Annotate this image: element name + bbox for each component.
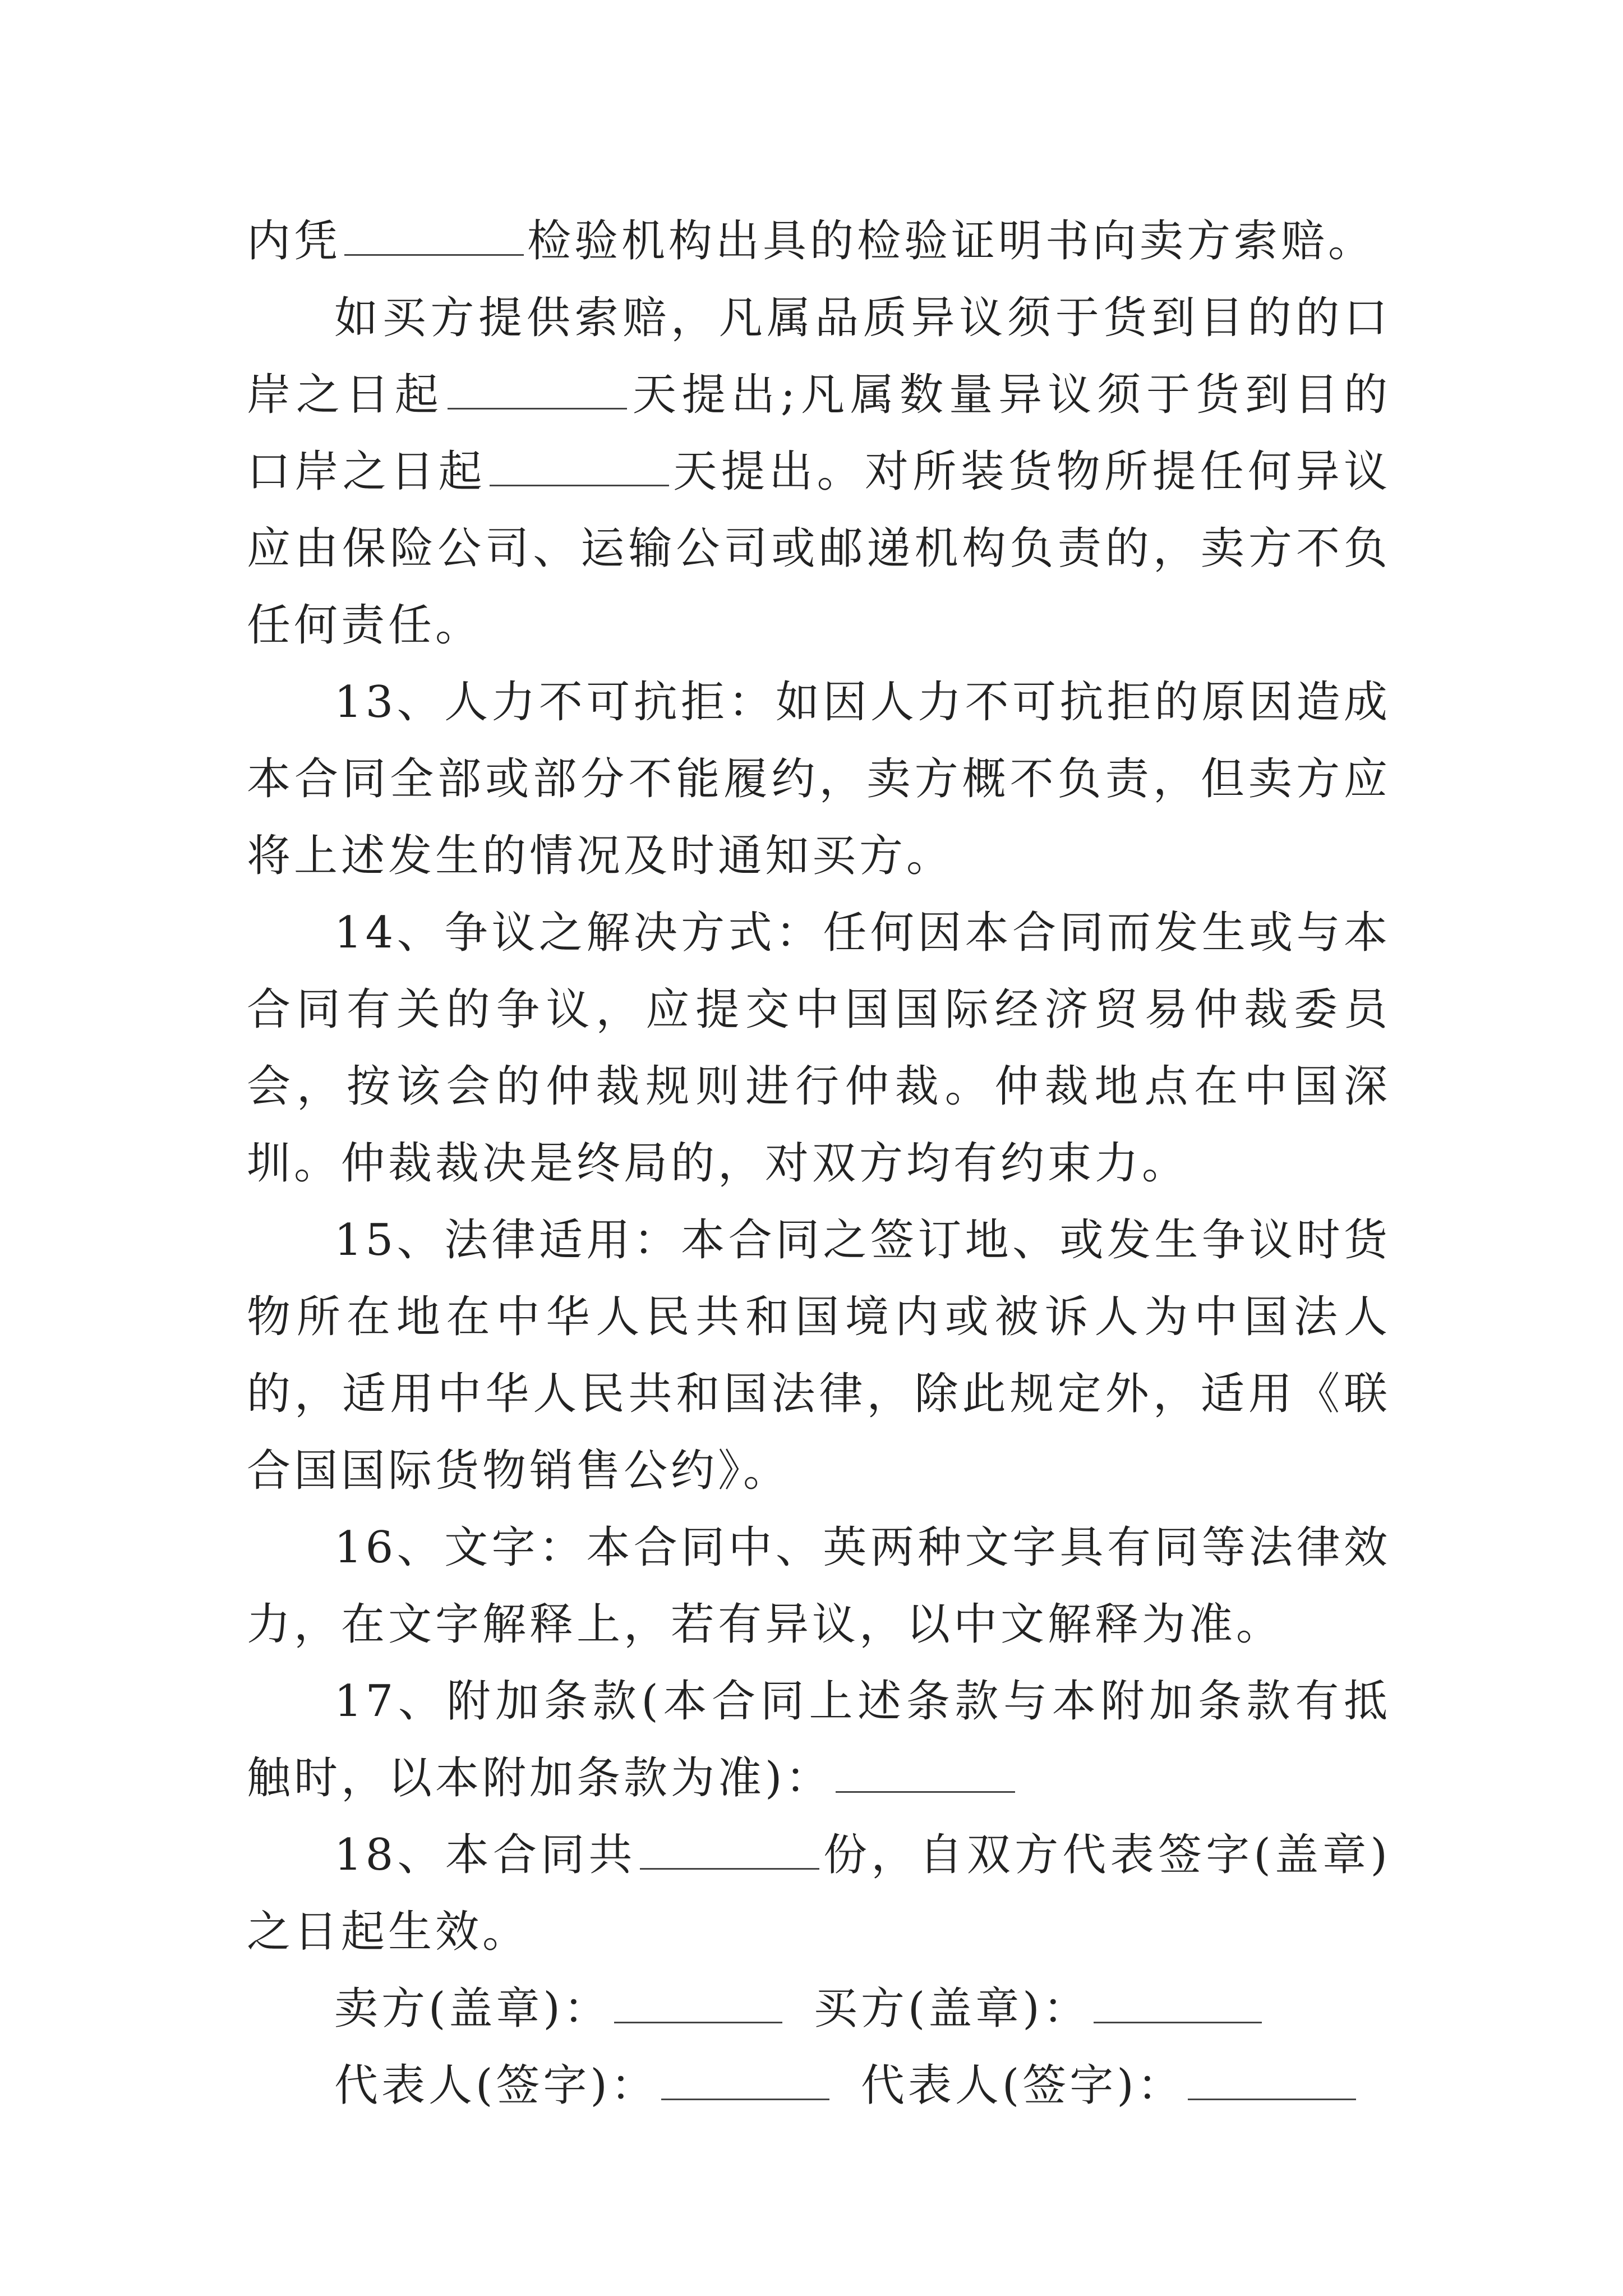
text-segment: 内凭 bbox=[247, 216, 342, 266]
buyer-seal-line bbox=[1094, 2021, 1262, 2023]
text-segment: 18、本合同共 bbox=[334, 1830, 637, 1880]
text-segment: 17、附加条款(本合同上述条款与本附加条款有抵触时，以本附加条款为准)： bbox=[247, 1676, 1391, 1803]
paragraph-additional-terms bbox=[247, 1663, 1391, 1817]
text-segment: 如买方提供索赔，凡属品质异议须于货到目的的口岸之日起 bbox=[247, 293, 1391, 420]
blank-line-quantity-days bbox=[490, 484, 669, 486]
paragraph-copies bbox=[247, 1817, 1391, 1971]
buyer-seal-label: 买方(盖章)： bbox=[813, 1984, 1090, 2034]
seller-rep-line bbox=[661, 2097, 829, 2100]
seller-rep-label: 代表人(签字)： bbox=[334, 2060, 658, 2111]
paragraph-applicable-law: 15、法律适用：本合同之签订地、或发生争议时货物所在地在中华人民共和国境内或被诉人为中国法人的，适用中华人民共和国法律，除此规定外，适用《联合国国际货物销售公约》。 bbox=[247, 1215, 1391, 1496]
text-segment: 检验机构出具的检验证明书向卖方索赔。 bbox=[527, 216, 1376, 266]
signature-row-representative bbox=[247, 2047, 1391, 2124]
seller-seal-line bbox=[614, 2021, 782, 2023]
blank-line-copies bbox=[640, 1867, 819, 1870]
paragraph-force-majeure: 13、人力不可抗拒：如因人力不可抗拒的原因造成本合同全部或部分不能履约，卖方概不负责，但卖方应将上述发生的情况及时通知买方。 bbox=[247, 677, 1391, 881]
paragraph-language: 16、文字：本合同中、英两种文字具有同等法律效力，在文字解释上，若有异议，以中文解释为准。 bbox=[247, 1522, 1391, 1650]
contract-page bbox=[247, 203, 1391, 2124]
text-segment: 天提出;凡属数量异议须于货到目的口岸之日起 bbox=[247, 370, 1391, 497]
buyer-rep-label: 代表人(签字)： bbox=[860, 2060, 1184, 2111]
paragraph-claims bbox=[247, 280, 1391, 664]
text-segment: 份，自双方代表签字(盖章)之日起生效。 bbox=[247, 1830, 1391, 1957]
text-segment: 天提出。对所装货物所提任何异议应由保险公司、运输公司或邮递机构负责的，卖方不负任何责任。 bbox=[247, 447, 1391, 651]
buyer-rep-line bbox=[1188, 2097, 1356, 2100]
signature-row-seal bbox=[247, 1971, 1391, 2047]
paragraph-inspection bbox=[247, 203, 1391, 280]
blank-line-quality-days bbox=[448, 407, 627, 409]
paragraph-dispute-resolution: 14、争议之解决方式：任何因本合同而发生或与本合同有关的争议，应提交中国国际经济贸易仲裁委员会，按该会的仲裁规则进行仲裁。仲裁地点在中国深圳。仲裁裁决是终局的，对双方均有约束力。 bbox=[247, 908, 1391, 1189]
seller-seal-label: 卖方(盖章)： bbox=[334, 1984, 611, 2034]
blank-line-additional-terms bbox=[836, 1790, 1015, 1793]
blank-line-inspection-agency bbox=[344, 253, 524, 256]
